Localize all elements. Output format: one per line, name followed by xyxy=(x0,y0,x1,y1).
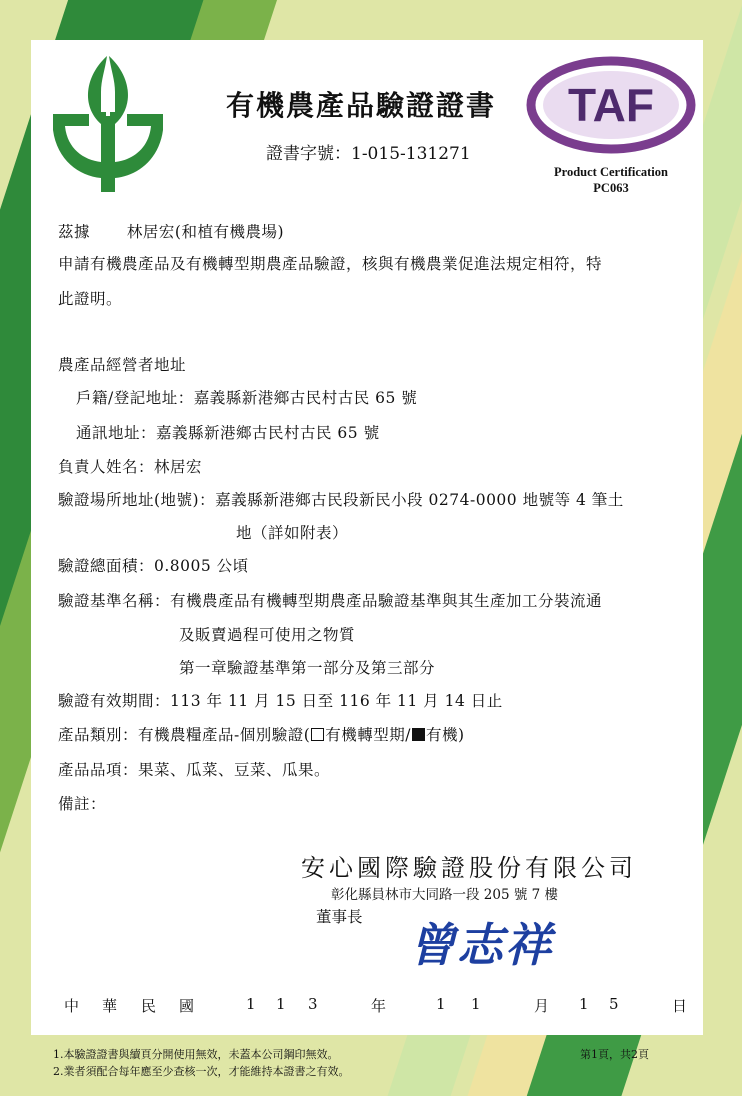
basis-name: 林居宏(和植有機農場) xyxy=(126,223,284,241)
validity-period: 驗證有效期間：113 年 11 月 15 日至 116 年 11 月 14 日止 xyxy=(58,692,503,710)
standard-line-2: 及販賣過程可使用之物質 xyxy=(179,626,356,644)
date-year-3: 3 xyxy=(308,995,318,1013)
remarks: 備註： xyxy=(58,795,107,813)
organic-leaf-logo-icon xyxy=(49,52,167,196)
total-area: 驗證總面積：0.8005 公頃 xyxy=(58,557,249,575)
issue-date xyxy=(31,995,703,1019)
date-day-1: 1 xyxy=(579,995,589,1013)
certificate-title: 有機農產品驗證證書 xyxy=(226,89,497,122)
date-month-1: 1 xyxy=(436,995,446,1013)
certificate-number: 證書字號：1-015-131271 xyxy=(266,144,471,164)
site-address-line-2: 地（詳如附表） xyxy=(236,524,349,542)
mailing-address: 通訊地址：嘉義縣新港鄉古民村古民 65 號 xyxy=(76,424,380,442)
page-info: 第1頁，共2頁 xyxy=(580,1048,649,1061)
chairman-label: 董事長 xyxy=(316,908,363,926)
certificate-paper xyxy=(31,40,703,1035)
application-line-1: 申請有機農產品及有機轉型期農產品驗證，核與有機農業促進法規定相符，特 xyxy=(58,255,603,273)
date-year-1: 1 xyxy=(246,995,256,1013)
responsible-person: 負責人姓名：林居宏 xyxy=(58,458,203,476)
date-day-label: 日 xyxy=(672,997,688,1015)
date-month-label: 月 xyxy=(534,997,550,1015)
date-era-4: 國 xyxy=(179,997,195,1015)
product-category-option1: 有機轉型期/ xyxy=(325,726,412,744)
registered-address: 戶籍/登記地址：嘉義縣新港鄉古民村古民 65 號 xyxy=(76,389,418,407)
taf-caption xyxy=(531,164,691,196)
date-era-2: 華 xyxy=(102,997,118,1015)
date-year-2: 1 xyxy=(276,995,286,1013)
operator-address-heading: 農產品經營者地址 xyxy=(58,356,187,374)
site-address-line-1: 驗證場所地址(地號)：嘉義縣新港鄉古民段新民小段 0274-0000 地號等 4 筆土 xyxy=(58,491,624,509)
product-category-option2: 有機) xyxy=(426,726,465,744)
date-day-2: 5 xyxy=(609,995,619,1013)
footnote-2: 2.業者須配合每年應至少查核一次，才能維持本證書之有效。 xyxy=(53,1065,350,1078)
date-era-3: 民 xyxy=(141,997,157,1015)
chairman-signature: 曾志祥 xyxy=(409,918,553,972)
taf-caption-line2: PC063 xyxy=(593,181,629,195)
application-line-2: 此證明。 xyxy=(58,290,123,308)
date-era-1: 中 xyxy=(64,997,80,1015)
organic-checkbox-checked-icon xyxy=(412,728,425,741)
footnotes xyxy=(53,1046,350,1080)
taf-caption-line1: Product Certification xyxy=(554,165,668,179)
issuer-address: 彰化縣員林市大同路一段 205 號 7 樓 xyxy=(331,887,559,903)
standard-line-3: 第一章驗證基準第一部分及第三部分 xyxy=(179,659,436,677)
basis-line xyxy=(58,220,284,242)
date-month-2: 1 xyxy=(471,995,481,1013)
issuer-company: 安心國際驗證股份有限公司 xyxy=(301,854,637,882)
basis-label: 茲據 xyxy=(58,223,91,241)
taf-accreditation-logo-icon xyxy=(525,52,697,158)
transition-checkbox-icon xyxy=(311,728,324,741)
footnote-1: 1.本驗證證書與續頁分開使用無效，未蓋本公司鋼印無效。 xyxy=(53,1048,339,1061)
product-items: 產品品項：果菜、瓜菜、豆菜、瓜果。 xyxy=(58,761,331,779)
product-category-prefix: 產品類別：有機農糧產品-個別驗證( xyxy=(58,726,311,744)
standard-line-1: 驗證基準名稱：有機農產品有機轉型期農產品驗證基準與其生產加工分裝流通 xyxy=(58,592,603,610)
taf-logo-text: TAF xyxy=(567,79,655,131)
product-category xyxy=(58,723,465,745)
date-year-label: 年 xyxy=(371,997,387,1015)
